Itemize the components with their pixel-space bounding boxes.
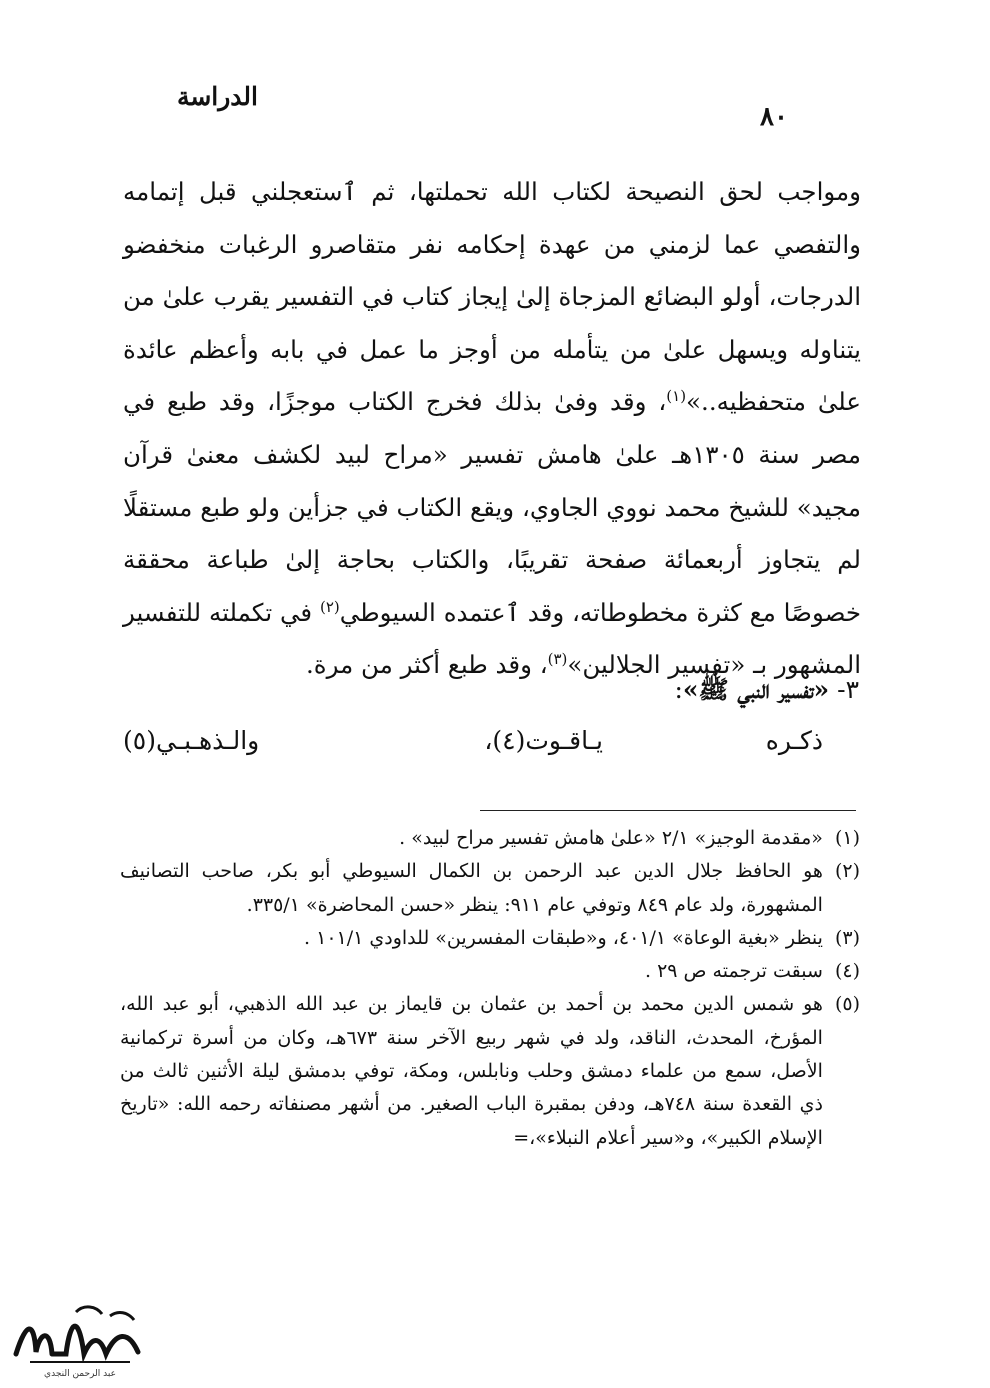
footnotes: [120, 822, 860, 1155]
footnote-text: ينظر «بغية الوعاة» ٤٠١/١، و«طبقات المفسرين» للداودي ١٠١/١ .: [304, 926, 823, 949]
calligraphy-logo-icon: [6, 1292, 156, 1382]
spaced-word: ذكـره: [765, 726, 823, 755]
footnote-item: [120, 955, 860, 988]
footnote-number: (٥): [834, 993, 860, 1016]
footnote-text: هو شمس الدين محمد بن أحمد بن عثمان بن قايماز بن عبد الله الذهبي، أبو عبد الله، المؤرخ، المحدث، الناقد، ولد في شهر ربيع الآخر سنة ٦٧٣هـ، وكان من أسرة تركمانية الأصل، سمع من علماء دمشق وحلب ونابلس، ومكة، توفي بدمشق ليلة الأثنين ثالث من ذي القعدة سنة ٧٤٨هـ، ودفن بمقبرة الباب الصغير. من أشهر مصنفاته رحمه الله: «تاريخ الإسلام الكبير»، و«سير أعلام النبلاء»،=: [120, 993, 823, 1149]
footnote-ref-2[interactable]: (٢): [319, 597, 340, 616]
paragraph-text: في تكملته للتفسير المشهور بـ «تفسير الجلالين»: [123, 597, 861, 680]
spaced-word: والـذهـبـي(٥): [123, 726, 260, 755]
footnote-number: (١): [834, 827, 860, 849]
publisher-logo: [6, 1292, 156, 1382]
footnote-ref-3[interactable]: (٣): [547, 650, 568, 669]
section-colon: :: [674, 675, 683, 704]
footnote-number: (٤): [834, 960, 860, 983]
page-number: ٨٠: [760, 102, 788, 132]
footnote-item: [120, 922, 860, 955]
main-paragraph: [123, 166, 861, 692]
spaced-word: يـاقـوت(٤)،: [484, 726, 603, 755]
paragraph-text: ومواجب لحق النصيحة لكتاب الله تحملتها، ثم ٱستعجلني قبل إتمامه والتفصي عما لزمني من عهدة إحكامه نفر متقاصرو الرغبات منخفضو الدرجات، أولو البضائع المزجاة إلىٰ إيجاز كتاب في التفسير يقرب علىٰ من يتناوله ويسهل علىٰ من يتأمله من أوجز ما عمل في بابه وأعظم عائدة علىٰ متحفظيه..»: [123, 177, 861, 417]
footnote-item: [120, 988, 860, 1154]
paragraph-text: ، وقد طبع أكثر من مرة.: [306, 650, 548, 680]
running-header-title: الدراسة: [176, 82, 258, 111]
footnote-number: (٢): [834, 860, 860, 883]
footnote-text: «مقدمة الوجيز» ٢/١ «علىٰ هامش تفسير مراح لبيد» .: [399, 827, 823, 849]
footnote-ref-1[interactable]: (١): [666, 387, 687, 406]
section-heading: [674, 674, 859, 711]
section-title: «تفسير النبي ﷺ»: [682, 675, 830, 704]
footnote-separator: [480, 810, 856, 811]
section-number: ٣-: [829, 675, 859, 704]
svg-text:عبد الرحمن النجدي: عبد الرحمن النجدي: [44, 1369, 116, 1379]
paragraph-text: ، وقد وفىٰ بذلك فخرج الكتاب موجزًا، وقد طبع في مصر سنة ١٣٠٥هـ علىٰ هامش تفسير «مراح لبيد لكشف معنىٰ قرآن مجيد» للشيخ محمد نووي الجاوي، ويقع الكتاب في جزأين ولو طبع مستقلًا لم يتجاوز أربعمائة صفحة تقريبًا، والكتاب بحاجة إلىٰ طباعة محققة خصوصًا مع كثرة مخطوطاته، وقد ٱعتمده السيوطي: [123, 387, 861, 627]
footnote-text: هو الحافظ جلال الدين عبد الرحمن بن الكمال السيوطي أبو بكر، صاحب التصانيف المشهورة، ولد عام ٨٤٩ وتوفي عام ٩١١: ينظر «حسن المحاضرة» ٣٣٥/١.: [120, 860, 823, 916]
footnote-item: [120, 855, 860, 922]
footnote-item: [120, 822, 860, 855]
footnote-number: (٣): [834, 926, 860, 949]
footnote-text: سبقت ترجمته ص ٢٩ .: [644, 960, 823, 983]
